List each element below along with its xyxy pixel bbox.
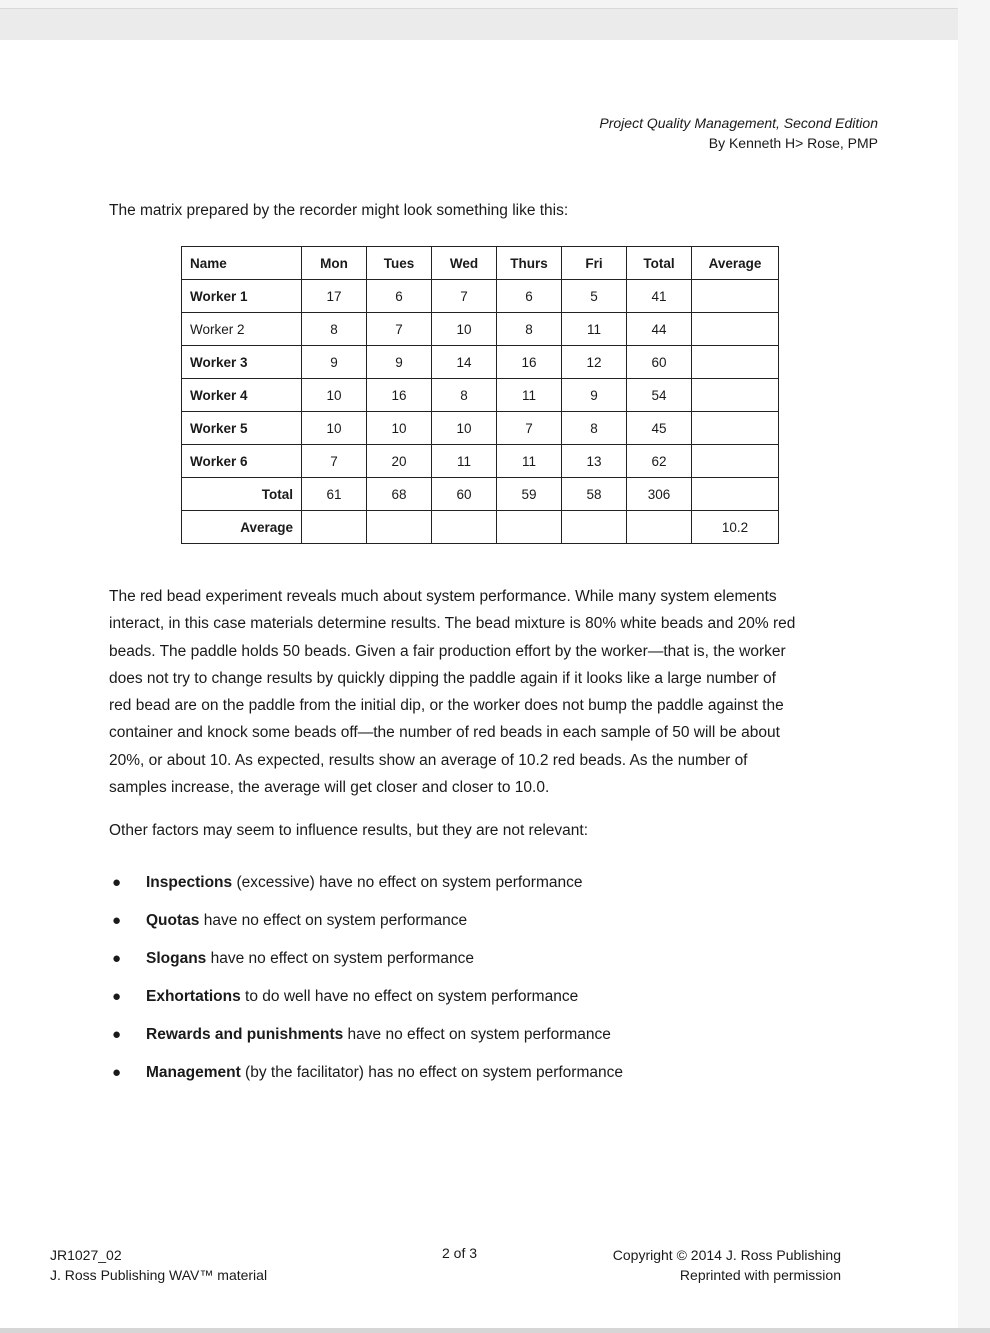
page-number: 2 of 3 (442, 1245, 478, 1261)
factor-term: Rewards and punishments (146, 1026, 344, 1043)
factor-term: Quotas (146, 912, 200, 929)
table-row (182, 379, 779, 412)
footer-right (613, 1245, 841, 1285)
table-cell: 10 (302, 412, 367, 445)
column-header: Mon (302, 247, 367, 280)
list-item (109, 868, 623, 906)
body-paragraph (109, 583, 849, 801)
list-item (109, 906, 623, 944)
table-cell: 7 (432, 280, 497, 313)
table-cell (692, 379, 779, 412)
table-cell (692, 478, 779, 511)
table-cell: 8 (432, 379, 497, 412)
factors-list (109, 868, 623, 1096)
column-header: Fri (562, 247, 627, 280)
column-header: Thurs (497, 247, 562, 280)
table-cell: 11 (562, 313, 627, 346)
factor-term: Slogans (146, 950, 207, 967)
paragraph-line: 20%, or about 10. As expected, results show an average of 10.2 red beads. As the number of (109, 751, 748, 769)
total-row (182, 478, 779, 511)
table-cell: 60 (627, 346, 692, 379)
table-cell (367, 511, 432, 544)
table-cell: 7 (497, 412, 562, 445)
worker-name-cell: Worker 6 (182, 445, 302, 478)
column-header: Wed (432, 247, 497, 280)
table-cell (692, 313, 779, 346)
paragraph-line: samples increase, the average will get closer and closer to 10.0. (109, 779, 550, 797)
table-row (182, 412, 779, 445)
table-cell (302, 511, 367, 544)
bullet-icon: ● (112, 950, 122, 967)
table-cell: 8 (562, 412, 627, 445)
table-cell: 306 (627, 478, 692, 511)
table-cell: 16 (497, 346, 562, 379)
table-row (182, 346, 779, 379)
column-header: Total (627, 247, 692, 280)
paragraph-line: beads. The paddle holds 50 beads. Given a fair production effort by the worker—that is, the worker (109, 642, 786, 660)
table-row (182, 445, 779, 478)
table-cell: 11 (497, 445, 562, 478)
viewer-bottom-bar (0, 1328, 990, 1333)
factor-description: have no effect on system performance (199, 912, 468, 929)
table-cell: 9 (367, 346, 432, 379)
table-cell: 58 (562, 478, 627, 511)
table-cell: 12 (562, 346, 627, 379)
factor-description: have no effect on system performance (343, 1026, 611, 1043)
factors-lead: Other factors may seem to influence results, but they are not relevant: (109, 822, 589, 839)
table-cell: 10 (432, 412, 497, 445)
table-cell: 20 (367, 445, 432, 478)
row-label-cell: Total (182, 478, 302, 511)
table-cell (432, 511, 497, 544)
row-label-cell: Average (182, 511, 302, 544)
factor-description: have no effect on system performance (206, 950, 474, 967)
scrollbar-gutter[interactable] (958, 0, 990, 1333)
table-cell: 13 (562, 445, 627, 478)
copyright: Copyright © 2014 J. Ross Publishing (612, 1247, 841, 1263)
table-cell: 10 (432, 313, 497, 346)
paragraph-line: interact, in this case materials determine results. The bead mixture is 80% white beads and 20% red (109, 615, 796, 633)
table-row (182, 280, 779, 313)
bullet-icon: ● (112, 1064, 122, 1081)
paragraph-line: container and knock some beads off—the number of red beads in each sample of 50 will be about (109, 724, 780, 742)
list-item (109, 1020, 623, 1058)
table-cell: 10 (302, 379, 367, 412)
bullet-icon: ● (112, 874, 122, 891)
list-item (109, 982, 623, 1020)
table-cell: 61 (302, 478, 367, 511)
table-cell: 68 (367, 478, 432, 511)
table-cell (692, 280, 779, 313)
factor-term: Exhortations (146, 988, 241, 1005)
table-cell: 6 (497, 280, 562, 313)
table-cell: 44 (627, 313, 692, 346)
table-cell: 41 (627, 280, 692, 313)
paragraph-line: red bead are on the paddle from the initial dip, or the worker does not bump the paddle against the (109, 697, 784, 715)
permission: Reprinted with permission (679, 1267, 841, 1283)
column-header: Average (692, 247, 779, 280)
table-cell: 16 (367, 379, 432, 412)
column-header: Name (182, 247, 302, 280)
table-cell (692, 412, 779, 445)
column-header: Tues (367, 247, 432, 280)
table-cell: 54 (627, 379, 692, 412)
table-cell: 60 (432, 478, 497, 511)
factor-term: Management (146, 1064, 241, 1081)
table-cell (562, 511, 627, 544)
table-cell: 10.2 (692, 511, 779, 544)
factor-term: Inspections (146, 874, 233, 891)
table-cell (627, 511, 692, 544)
table-cell (692, 346, 779, 379)
table-cell: 9 (562, 379, 627, 412)
table-cell: 8 (302, 313, 367, 346)
table-cell: 7 (302, 445, 367, 478)
paragraph-line: does not try to change results by quickly dipping the paddle again if it looks like a large number of (109, 669, 776, 687)
footer-left (50, 1245, 267, 1285)
book-title: Project Quality Management, Second Edition (599, 115, 878, 131)
worker-name-cell: Worker 2 (182, 313, 302, 346)
worker-name-cell: Worker 3 (182, 346, 302, 379)
table-cell: 8 (497, 313, 562, 346)
list-item (109, 1058, 623, 1096)
viewer-top-bar (0, 0, 990, 9)
factor-description: (excessive) have no effect on system performance (232, 874, 583, 891)
table-cell (497, 511, 562, 544)
table-cell: 7 (367, 313, 432, 346)
material-note: J. Ross Publishing WAV™ material (50, 1267, 268, 1283)
worker-name-cell: Worker 4 (182, 379, 302, 412)
factor-description: (by the facilitator) has no effect on system performance (240, 1064, 623, 1081)
table-cell: 45 (627, 412, 692, 445)
table-cell: 6 (367, 280, 432, 313)
table-cell: 62 (627, 445, 692, 478)
factor-description: to do well have no effect on system performance (240, 988, 579, 1005)
bullet-icon: ● (112, 988, 122, 1005)
bead-matrix-table (181, 246, 779, 544)
bullet-icon: ● (112, 1026, 122, 1043)
intro-text: The matrix prepared by the recorder might look something like this: (109, 202, 569, 219)
table-row (182, 313, 779, 346)
bullet-icon: ● (112, 912, 122, 929)
table-cell: 5 (562, 280, 627, 313)
table-cell (692, 445, 779, 478)
doc-id: JR1027_02 (50, 1247, 122, 1263)
worker-name-cell: Worker 1 (182, 280, 302, 313)
average-row (182, 511, 779, 544)
list-item (109, 944, 623, 982)
table-cell: 59 (497, 478, 562, 511)
worker-name-cell: Worker 5 (182, 412, 302, 445)
paragraph-line: The red bead experiment reveals much about system performance. While many system elements (109, 588, 777, 605)
table-cell: 10 (367, 412, 432, 445)
document-page (0, 40, 958, 1328)
table-header-row (182, 247, 779, 280)
table-cell: 17 (302, 280, 367, 313)
author-line: By Kenneth H> Rose, PMP (708, 135, 878, 151)
table-cell: 9 (302, 346, 367, 379)
page-header (599, 113, 878, 153)
table-cell: 14 (432, 346, 497, 379)
table-cell: 11 (497, 379, 562, 412)
table-cell: 11 (432, 445, 497, 478)
